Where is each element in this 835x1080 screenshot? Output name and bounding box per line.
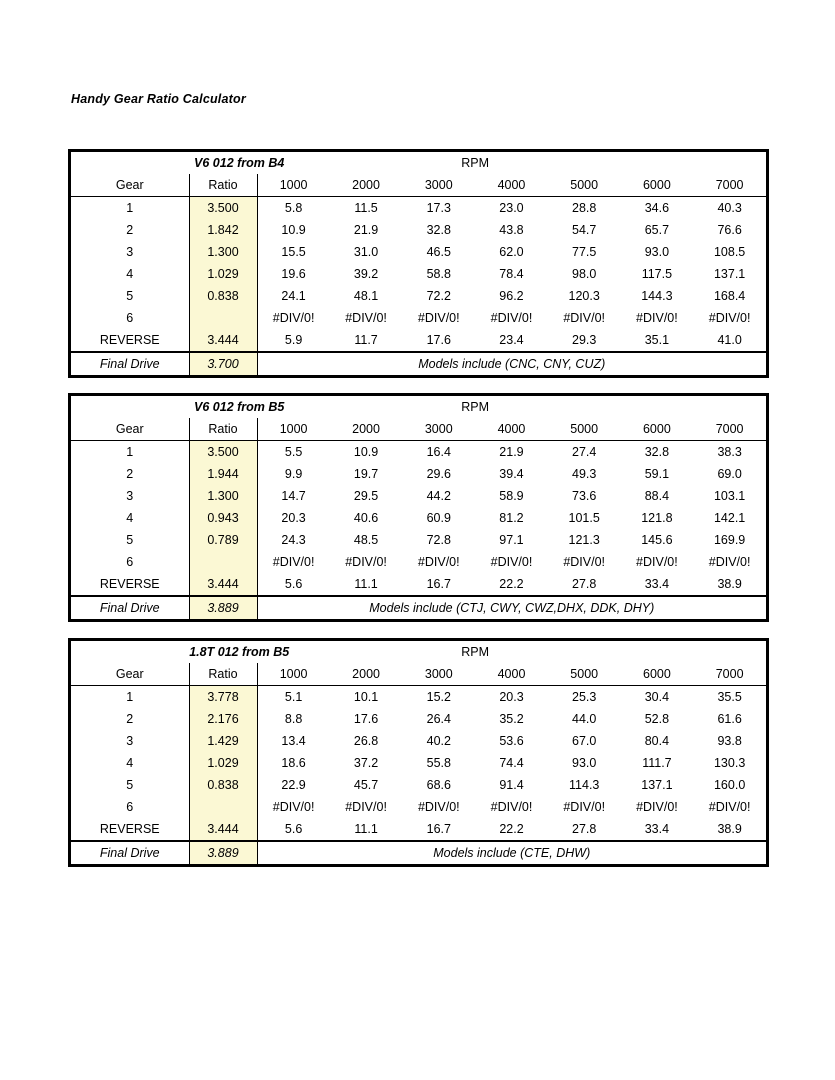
- table-header-row: [71, 663, 766, 686]
- rpm-group-label: RPM: [461, 156, 490, 170]
- cell-gear-label: 2: [71, 708, 189, 730]
- table-title-spacer: [548, 152, 766, 174]
- table-grid: [71, 396, 766, 619]
- final-drive-ratio[interactable]: 3.889: [189, 596, 257, 619]
- column-header-rpm-1000: 1000: [257, 418, 330, 441]
- cell-speed-5000rpm: 27.8: [572, 822, 597, 836]
- cell-speed-7000rpm: 69.0: [717, 467, 742, 481]
- cell-speed-6000rpm: 144.3: [641, 289, 673, 303]
- cell-speed-3000rpm: 16.7: [426, 822, 451, 836]
- column-header-rpm-1000: 1000: [257, 174, 330, 197]
- table-grid: [71, 152, 766, 375]
- cell-speed-7000rpm: 40.3: [717, 201, 742, 215]
- table-row: [71, 551, 766, 573]
- cell-speed-3000rpm: 32.8: [426, 223, 451, 237]
- final-drive-ratio[interactable]: 3.889: [189, 841, 257, 864]
- cell-speed-7000rpm: #DIV/0!: [708, 800, 751, 814]
- cell-speed-2000rpm: 10.1: [353, 690, 379, 704]
- cell-speed-7000rpm: 41.0: [717, 333, 742, 347]
- gear-ratio-table-1: [68, 149, 769, 378]
- cell-speed-1000rpm: 13.4: [281, 734, 306, 748]
- cell-speed-4000rpm: 23.0: [499, 201, 524, 215]
- cell-speed-5000rpm: 120.3: [568, 289, 600, 303]
- cell-speed-6000rpm: 33.4: [644, 577, 670, 591]
- table-row: [71, 573, 766, 596]
- cell-speed-6000rpm: 80.4: [644, 734, 670, 748]
- column-header-rpm-3000: 3000: [402, 174, 475, 197]
- cell-speed-6000rpm: 88.4: [644, 489, 670, 503]
- cell-speed-4000rpm: #DIV/0!: [490, 800, 533, 814]
- column-header-rpm-6000: 6000: [621, 174, 694, 197]
- cell-speed-7000rpm: #DIV/0!: [708, 311, 751, 325]
- cell-gear-ratio[interactable]: [189, 796, 257, 818]
- cell-speed-5000rpm: 101.5: [568, 511, 600, 525]
- cell-speed-3000rpm: 16.7: [426, 577, 451, 591]
- cell-speed-2000rpm: 45.7: [353, 778, 379, 792]
- cell-speed-7000rpm: 76.6: [717, 223, 742, 237]
- table-row: [71, 441, 766, 464]
- cell-gear-label: 5: [71, 285, 189, 307]
- table-row: [71, 329, 766, 352]
- table-title-row: [71, 396, 766, 418]
- cell-gear-label: 3: [71, 730, 189, 752]
- cell-gear-ratio[interactable]: 1.300: [189, 241, 257, 263]
- table-row: [71, 752, 766, 774]
- cell-speed-4000rpm: 58.9: [499, 489, 524, 503]
- cell-gear-ratio[interactable]: [189, 551, 257, 573]
- cell-gear-label: 4: [71, 263, 189, 285]
- table-title-spacer: [548, 641, 766, 663]
- cell-gear-ratio[interactable]: 3.444: [189, 573, 257, 596]
- column-header-rpm-5000: 5000: [548, 174, 621, 197]
- cell-speed-5000rpm: 93.0: [572, 756, 597, 770]
- column-header-rpm-5000: 5000: [548, 663, 621, 686]
- cell-speed-1000rpm: 5.5: [284, 445, 303, 459]
- table-row: [71, 197, 766, 220]
- cell-speed-4000rpm: 43.8: [499, 223, 524, 237]
- cell-speed-1000rpm: #DIV/0!: [272, 311, 315, 325]
- table-row: [71, 219, 766, 241]
- table-row: [71, 485, 766, 507]
- final-drive-row: [71, 352, 766, 375]
- table-body: [71, 152, 766, 375]
- cell-speed-4000rpm: 96.2: [499, 289, 524, 303]
- models-include-text: Models include (CTJ, CWY, CWZ,DHX, DDK, DHY): [257, 596, 766, 619]
- cell-speed-1000rpm: 5.8: [284, 201, 303, 215]
- cell-speed-4000rpm: 21.9: [499, 445, 524, 459]
- final-drive-label: Final Drive: [71, 841, 189, 864]
- cell-speed-4000rpm: 91.4: [499, 778, 524, 792]
- cell-gear-label: 3: [71, 485, 189, 507]
- cell-speed-2000rpm: 11.5: [354, 201, 378, 215]
- table-title: 1.8T 012 from B5: [189, 645, 290, 659]
- cell-speed-2000rpm: 39.2: [353, 267, 379, 281]
- table-title-row: [71, 152, 766, 174]
- cell-speed-4000rpm: 81.2: [499, 511, 524, 525]
- cell-speed-6000rpm: 35.1: [644, 333, 670, 347]
- cell-speed-3000rpm: 40.2: [426, 734, 451, 748]
- cell-speed-5000rpm: 54.7: [572, 223, 597, 237]
- cell-speed-2000rpm: 17.6: [353, 712, 379, 726]
- cell-speed-7000rpm: 130.3: [713, 756, 746, 770]
- table-row: [71, 774, 766, 796]
- cell-speed-3000rpm: 29.6: [426, 467, 451, 481]
- column-header-rpm-4000: 4000: [475, 174, 548, 197]
- cell-speed-5000rpm: 67.0: [572, 734, 597, 748]
- cell-gear-ratio[interactable]: 2.176: [189, 708, 257, 730]
- cell-speed-5000rpm: 121.3: [568, 533, 600, 547]
- cell-gear-ratio[interactable]: 1.842: [189, 219, 257, 241]
- cell-speed-2000rpm: #DIV/0!: [345, 555, 387, 569]
- cell-speed-2000rpm: 21.9: [353, 223, 379, 237]
- cell-speed-7000rpm: 61.6: [717, 712, 742, 726]
- column-header-rpm-1000: 1000: [257, 663, 330, 686]
- cell-speed-6000rpm: 30.4: [644, 690, 670, 704]
- cell-speed-4000rpm: 22.2: [499, 577, 524, 591]
- cell-speed-7000rpm: 169.9: [713, 533, 746, 547]
- column-header-rpm-6000: 6000: [621, 418, 694, 441]
- cell-speed-6000rpm: 121.8: [641, 511, 673, 525]
- column-header-rpm-3000: 3000: [402, 663, 475, 686]
- cell-speed-1000rpm: 19.6: [281, 267, 306, 281]
- cell-speed-4000rpm: #DIV/0!: [490, 311, 533, 325]
- table-row: [71, 730, 766, 752]
- cell-speed-5000rpm: #DIV/0!: [563, 800, 606, 814]
- cell-speed-6000rpm: 145.6: [641, 533, 673, 547]
- cell-speed-5000rpm: 28.8: [572, 201, 597, 215]
- cell-speed-3000rpm: #DIV/0!: [417, 800, 460, 814]
- cell-gear-ratio[interactable]: 1.029: [189, 263, 257, 285]
- table-row: [71, 507, 766, 529]
- cell-speed-1000rpm: 22.9: [281, 778, 306, 792]
- cell-speed-3000rpm: 58.8: [426, 267, 451, 281]
- column-header-gear: Gear: [71, 418, 189, 441]
- cell-gear-ratio[interactable]: 0.838: [189, 774, 257, 796]
- cell-speed-4000rpm: 39.4: [499, 467, 524, 481]
- cell-speed-6000rpm: 117.5: [641, 267, 673, 281]
- cell-speed-4000rpm: 62.0: [499, 245, 524, 259]
- cell-speed-7000rpm: 160.0: [713, 778, 746, 792]
- column-header-rpm-7000: 7000: [693, 663, 766, 686]
- cell-gear-ratio[interactable]: 1.944: [189, 463, 257, 485]
- cell-speed-6000rpm: 34.6: [644, 201, 670, 215]
- cell-speed-1000rpm: #DIV/0!: [272, 800, 315, 814]
- table-row: [71, 529, 766, 551]
- column-header-rpm-7000: 7000: [693, 418, 766, 441]
- cell-speed-5000rpm: #DIV/0!: [563, 311, 606, 325]
- cell-gear-ratio[interactable]: [189, 307, 257, 329]
- cell-speed-7000rpm: 35.5: [717, 690, 742, 704]
- cell-gear-ratio[interactable]: 3.778: [189, 686, 257, 709]
- gear-ratio-table-3: [68, 638, 769, 867]
- cell-speed-5000rpm: 49.3: [572, 467, 597, 481]
- cell-speed-5000rpm: 77.5: [572, 245, 597, 259]
- cell-gear-ratio[interactable]: 0.943: [189, 507, 257, 529]
- cell-gear-ratio[interactable]: 3.500: [189, 441, 257, 464]
- cell-speed-6000rpm: 111.7: [642, 756, 672, 770]
- column-header-rpm-6000: 6000: [621, 663, 694, 686]
- cell-speed-5000rpm: 114.3: [569, 778, 600, 792]
- cell-gear-label: 2: [71, 463, 189, 485]
- models-include-text: Models include (CNC, CNY, CUZ): [257, 352, 766, 375]
- cell-speed-4000rpm: 78.4: [499, 267, 524, 281]
- cell-gear-label: 5: [71, 774, 189, 796]
- cell-speed-4000rpm: 97.1: [499, 533, 524, 547]
- cell-speed-3000rpm: 17.6: [426, 333, 451, 347]
- final-drive-row: [71, 596, 766, 619]
- cell-speed-2000rpm: 37.2: [353, 756, 379, 770]
- cell-speed-4000rpm: 23.4: [499, 333, 524, 347]
- cell-speed-5000rpm: 98.0: [572, 267, 597, 281]
- cell-gear-label: 1: [71, 197, 189, 220]
- cell-speed-2000rpm: 10.9: [353, 445, 379, 459]
- gear-ratio-table-2: [68, 393, 769, 622]
- column-header-gear: Gear: [71, 174, 189, 197]
- cell-speed-5000rpm: 27.8: [572, 577, 597, 591]
- cell-speed-1000rpm: 5.1: [284, 690, 303, 704]
- cell-speed-7000rpm: #DIV/0!: [708, 555, 751, 569]
- table-title-spacer: [548, 396, 766, 418]
- table-row: [71, 796, 766, 818]
- table-grid: [71, 641, 766, 864]
- table-header-row: [71, 174, 766, 197]
- cell-speed-1000rpm: 20.3: [281, 511, 306, 525]
- table-row: [71, 241, 766, 263]
- cell-speed-4000rpm: 20.3: [499, 690, 524, 704]
- cell-gear-label: REVERSE: [71, 329, 189, 352]
- cell-speed-6000rpm: 59.1: [644, 467, 670, 481]
- final-drive-label: Final Drive: [71, 596, 189, 619]
- cell-speed-2000rpm: 19.7: [353, 467, 379, 481]
- page-title: Handy Gear Ratio Calculator: [71, 92, 246, 106]
- cell-speed-7000rpm: 38.9: [717, 822, 742, 836]
- column-header-rpm-3000: 3000: [402, 418, 475, 441]
- cell-speed-1000rpm: 24.3: [281, 533, 306, 547]
- column-header-ratio: Ratio: [189, 663, 257, 686]
- cell-gear-ratio[interactable]: 3.500: [189, 197, 257, 220]
- cell-speed-5000rpm: 27.4: [572, 445, 597, 459]
- cell-speed-6000rpm: 137.1: [641, 778, 673, 792]
- cell-speed-3000rpm: 72.8: [426, 533, 451, 547]
- cell-speed-7000rpm: 93.8: [717, 734, 742, 748]
- cell-speed-2000rpm: 11.7: [354, 333, 378, 347]
- cell-speed-1000rpm: 8.8: [284, 712, 303, 726]
- cell-speed-1000rpm: 24.1: [281, 289, 306, 303]
- table-row: [71, 463, 766, 485]
- cell-speed-4000rpm: 22.2: [499, 822, 524, 836]
- cell-speed-5000rpm: #DIV/0!: [563, 555, 606, 569]
- final-drive-ratio[interactable]: 3.700: [189, 352, 257, 375]
- rpm-group-label: RPM: [461, 400, 490, 414]
- cell-speed-3000rpm: 17.3: [426, 201, 451, 215]
- cell-gear-label: REVERSE: [71, 573, 189, 596]
- cell-speed-3000rpm: 16.4: [426, 445, 451, 459]
- table-body: [71, 396, 766, 619]
- cell-speed-2000rpm: 29.5: [353, 489, 379, 503]
- cell-speed-6000rpm: 65.7: [644, 223, 670, 237]
- column-header-rpm-4000: 4000: [475, 418, 548, 441]
- cell-gear-ratio[interactable]: 1.429: [189, 730, 257, 752]
- table-title-row: [71, 641, 766, 663]
- cell-speed-3000rpm: 55.8: [426, 756, 451, 770]
- cell-speed-3000rpm: 15.2: [426, 690, 451, 704]
- column-header-ratio: Ratio: [189, 418, 257, 441]
- cell-speed-1000rpm: 9.9: [284, 467, 303, 481]
- column-header-gear: Gear: [71, 663, 189, 686]
- cell-speed-6000rpm: 52.8: [644, 712, 670, 726]
- rpm-group-label: RPM: [461, 645, 490, 659]
- cell-speed-1000rpm: 5.6: [284, 577, 303, 591]
- cell-speed-7000rpm: 168.4: [713, 289, 746, 303]
- cell-speed-3000rpm: #DIV/0!: [417, 311, 460, 325]
- cell-speed-6000rpm: #DIV/0!: [636, 311, 678, 325]
- table-row: [71, 263, 766, 285]
- cell-speed-4000rpm: #DIV/0!: [490, 555, 533, 569]
- cell-speed-1000rpm: 14.7: [281, 489, 306, 503]
- cell-speed-1000rpm: 15.5: [281, 245, 306, 259]
- cell-speed-6000rpm: #DIV/0!: [636, 555, 678, 569]
- cell-gear-ratio[interactable]: 0.789: [189, 529, 257, 551]
- cell-speed-5000rpm: 29.3: [572, 333, 597, 347]
- final-drive-label: Final Drive: [71, 352, 189, 375]
- cell-gear-ratio[interactable]: 1.029: [189, 752, 257, 774]
- cell-speed-2000rpm: 11.1: [354, 822, 378, 836]
- cell-speed-6000rpm: #DIV/0!: [636, 800, 678, 814]
- models-include-text: Models include (CTE, DHW): [257, 841, 766, 864]
- cell-gear-ratio[interactable]: 3.444: [189, 329, 257, 352]
- cell-speed-6000rpm: 33.4: [644, 822, 670, 836]
- cell-speed-7000rpm: 38.3: [717, 445, 742, 459]
- table-header-row: [71, 418, 766, 441]
- table-title: V6 012 from B5: [194, 400, 285, 414]
- cell-speed-7000rpm: 103.1: [713, 489, 746, 503]
- cell-gear-ratio[interactable]: 0.838: [189, 285, 257, 307]
- table-row: [71, 285, 766, 307]
- cell-speed-5000rpm: 44.0: [572, 712, 597, 726]
- table-row: [71, 686, 766, 709]
- cell-speed-7000rpm: 38.9: [717, 577, 742, 591]
- cell-speed-4000rpm: 35.2: [499, 712, 524, 726]
- cell-speed-7000rpm: 137.1: [713, 267, 746, 281]
- cell-speed-1000rpm: 18.6: [281, 756, 306, 770]
- cell-speed-2000rpm: 11.1: [354, 577, 378, 591]
- cell-gear-label: 3: [71, 241, 189, 263]
- cell-speed-3000rpm: 46.5: [426, 245, 451, 259]
- cell-speed-7000rpm: 142.1: [713, 511, 746, 525]
- table-row: [71, 307, 766, 329]
- cell-speed-2000rpm: #DIV/0!: [345, 800, 387, 814]
- cell-speed-5000rpm: 73.6: [572, 489, 597, 503]
- cell-speed-2000rpm: 48.1: [353, 289, 379, 303]
- cell-gear-label: 5: [71, 529, 189, 551]
- cell-speed-1000rpm: 5.6: [284, 822, 303, 836]
- cell-gear-label: 2: [71, 219, 189, 241]
- cell-gear-label: 6: [71, 551, 189, 573]
- cell-speed-2000rpm: 31.0: [353, 245, 379, 259]
- table-row: [71, 708, 766, 730]
- column-header-rpm-4000: 4000: [475, 663, 548, 686]
- cell-speed-1000rpm: #DIV/0!: [272, 555, 315, 569]
- cell-gear-ratio[interactable]: 1.300: [189, 485, 257, 507]
- table-body: [71, 641, 766, 864]
- cell-gear-ratio[interactable]: 3.444: [189, 818, 257, 841]
- cell-speed-2000rpm: 40.6: [353, 511, 379, 525]
- column-header-rpm-2000: 2000: [330, 174, 403, 197]
- cell-speed-3000rpm: 60.9: [426, 511, 451, 525]
- cell-gear-label: 4: [71, 507, 189, 529]
- cell-speed-5000rpm: 25.3: [572, 690, 597, 704]
- cell-gear-label: 6: [71, 796, 189, 818]
- cell-speed-4000rpm: 74.4: [499, 756, 524, 770]
- cell-speed-3000rpm: 68.6: [426, 778, 451, 792]
- cell-speed-3000rpm: 72.2: [426, 289, 451, 303]
- cell-speed-4000rpm: 53.6: [499, 734, 524, 748]
- table-title: V6 012 from B4: [194, 156, 285, 170]
- cell-speed-1000rpm: 5.9: [284, 333, 303, 347]
- cell-speed-3000rpm: 44.2: [426, 489, 451, 503]
- cell-speed-6000rpm: 93.0: [644, 245, 670, 259]
- cell-speed-3000rpm: 26.4: [426, 712, 451, 726]
- final-drive-row: [71, 841, 766, 864]
- table-row: [71, 818, 766, 841]
- cell-speed-2000rpm: 26.8: [353, 734, 379, 748]
- cell-gear-label: 1: [71, 441, 189, 464]
- cell-gear-label: REVERSE: [71, 818, 189, 841]
- column-header-rpm-7000: 7000: [693, 174, 766, 197]
- column-header-rpm-2000: 2000: [330, 418, 403, 441]
- column-header-rpm-2000: 2000: [330, 663, 403, 686]
- cell-speed-3000rpm: #DIV/0!: [417, 555, 460, 569]
- cell-speed-7000rpm: 108.5: [713, 245, 746, 259]
- cell-speed-2000rpm: 48.5: [353, 533, 379, 547]
- cell-gear-label: 4: [71, 752, 189, 774]
- cell-gear-label: 6: [71, 307, 189, 329]
- column-header-rpm-5000: 5000: [548, 418, 621, 441]
- column-header-ratio: Ratio: [189, 174, 257, 197]
- cell-speed-2000rpm: #DIV/0!: [345, 311, 387, 325]
- cell-gear-label: 1: [71, 686, 189, 709]
- cell-speed-1000rpm: 10.9: [281, 223, 306, 237]
- cell-speed-6000rpm: 32.8: [644, 445, 670, 459]
